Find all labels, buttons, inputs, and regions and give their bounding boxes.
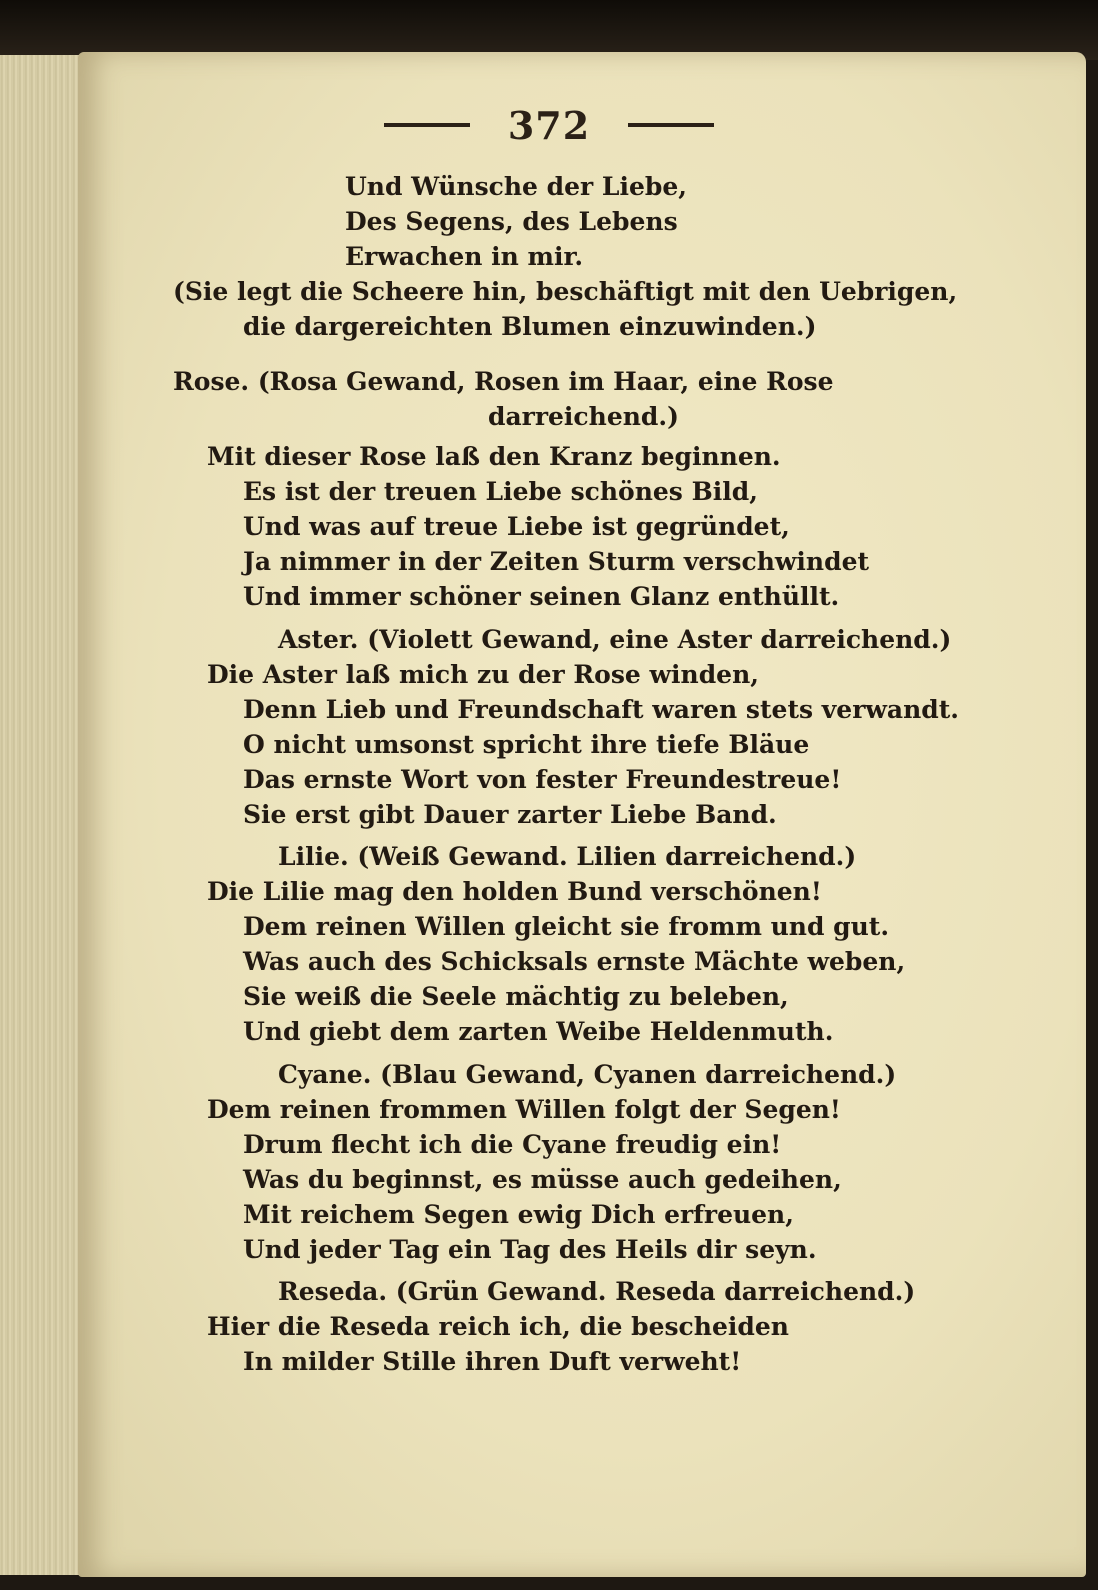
verse-line: Und was auf treue Liebe ist gegründet, [243,512,790,541]
verse-line: In milder Stille ihren Duft verweht! [243,1347,742,1376]
speaker-line: Lilie. (Weiß Gewand. Lilien darreichend.) [278,842,857,871]
verse-line: Drum flecht ich die Cyane freudig ein! [243,1130,782,1159]
stage-direction: (Sie legt die Scheere hin, beschäftigt mit den Uebrigen, [173,277,958,306]
verse-line: Die Lilie mag den holden Bund verschönen! [207,877,822,906]
speaker-line: Rose. (Rosa Gewand, Rosen im Haar, eine Rose [173,367,834,396]
verse-line: Und jeder Tag ein Tag des Heils dir seyn. [243,1235,817,1264]
verse-line: Dem reinen frommen Willen folgt der Segen! [207,1095,841,1124]
speaker-line: Cyane. (Blau Gewand, Cyanen darreichend.) [278,1060,897,1089]
stage-direction: darreichend.) [488,402,679,431]
verse-line: O nicht umsonst spricht ihre tiefe Bläue [243,730,810,759]
verse-line: Sie erst gibt Dauer zarter Liebe Band. [243,800,777,829]
verse-line: Es ist der treuen Liebe schönes Bild, [243,477,758,506]
verse-line: Mit reichem Segen ewig Dich erfreuen, [243,1200,794,1229]
verse-line: Das ernste Wort von fester Freundestreue! [243,765,842,794]
text-line: Und Wünsche der Liebe, [345,172,687,201]
verse-line: Die Aster laß mich zu der Rose winden, [207,660,759,689]
verse-line: Was du beginnst, es müsse auch gedeihen, [243,1165,842,1194]
speaker-line: Aster. (Violett Gewand, eine Aster darreichend.) [278,625,952,654]
page-number: 372 [507,102,591,148]
verse-line: Was auch des Schicksals ernste Mächte weben, [243,947,906,976]
text-line: Des Segens, des Lebens [345,207,678,236]
verse-line: Hier die Reseda reich ich, die bescheiden [207,1312,789,1341]
verse-line: Denn Lieb und Freundschaft waren stets verwandt. [243,695,960,724]
verse-line: Sie weiß die Seele mächtig zu beleben, [243,982,789,1011]
verse-line: Und giebt dem zarten Weibe Heldenmuth. [243,1017,834,1046]
stage-direction: die dargereichten Blumen einzuwinden.) [243,312,817,341]
verse-line: Ja nimmer in der Zeiten Sturm verschwindet [243,547,870,576]
verse-line: Dem reinen Willen gleicht sie fromm und gut. [243,912,890,941]
verse-line: Und immer schöner seinen Glanz enthüllt. [243,582,840,611]
verse-line: Mit dieser Rose laß den Kranz beginnen. [207,442,781,471]
speaker-line: Reseda. (Grün Gewand. Reseda darreichend.) [278,1277,916,1306]
text-line: Erwachen in mir. [345,242,584,271]
